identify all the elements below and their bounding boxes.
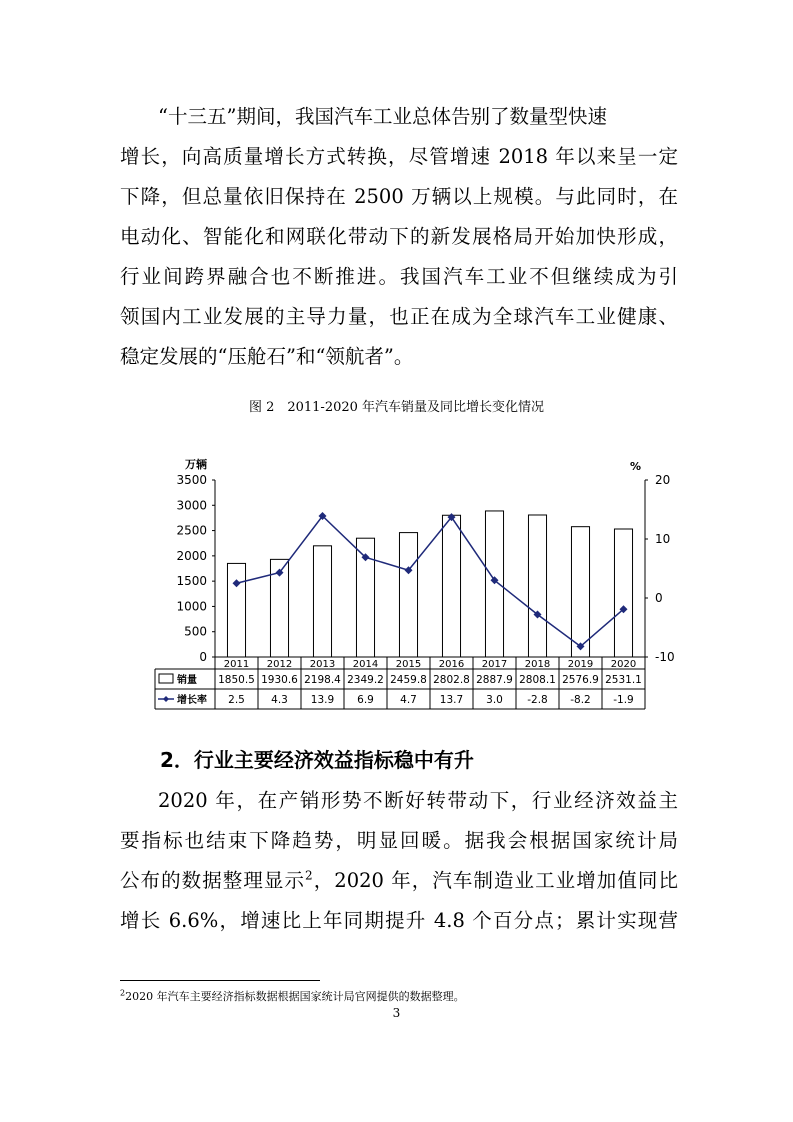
growth-data-label: 3.0 <box>486 694 503 706</box>
left-tick-label: 1500 <box>176 574 207 589</box>
right-axis-unit: % <box>629 460 641 473</box>
economic-paragraph <box>120 788 678 948</box>
right-tick-label: 10 <box>655 532 671 546</box>
left-tick-label: 500 <box>184 624 207 639</box>
x-tick-label: 2012 <box>266 659 293 670</box>
sales-data-label: 2198.4 <box>304 674 341 686</box>
figure-caption: 图 2 2011-2020 年汽车销量及同比增长变化情况 <box>248 400 545 415</box>
sales-bar <box>227 563 245 657</box>
chart-axes <box>176 457 674 664</box>
legend-line-marker <box>163 696 169 702</box>
x-tick-label: 2018 <box>524 659 551 670</box>
section-heading: 2．行业主要经济效益指标稳中有升 <box>160 748 474 772</box>
paragraph-line: 领国内工业发展的主导力量，也正在成为全球汽车工业健康、 <box>120 305 678 328</box>
sales-data-label: 2576.9 <box>562 674 599 686</box>
sales-bar <box>528 515 546 657</box>
legend-sales-label: 销量 <box>177 675 197 686</box>
x-tick-label: 2019 <box>567 659 594 670</box>
x-tick-label: 2016 <box>438 659 465 670</box>
paragraph-line: 行业间跨界融合也不断推进。我国汽车工业不但继续成为引 <box>120 265 678 288</box>
right-tick-label: 20 <box>655 473 671 487</box>
growth-data-label: 13.9 <box>310 694 335 706</box>
footnote-reference[interactable]: 2 <box>305 868 313 883</box>
page-number: 3 <box>392 1006 401 1020</box>
growth-data-label: 4.7 <box>400 694 417 706</box>
x-tick-label: 2017 <box>481 659 508 670</box>
growth-data-label: -2.8 <box>527 694 548 706</box>
paragraph-line <box>120 868 678 908</box>
paragraph-line: 要指标也结束下降趋势，明显回暖。据我会根据国家统计局 <box>120 829 678 852</box>
sales-bar <box>442 515 460 657</box>
growth-polyline <box>237 516 624 646</box>
sales-bars <box>227 511 632 657</box>
sales-data-label: 1850.5 <box>218 674 255 686</box>
sales-data-label: 1930.6 <box>261 674 298 686</box>
x-tick-label: 2015 <box>395 659 422 670</box>
left-tick-label: 2000 <box>176 548 207 563</box>
growth-data-label: 2.5 <box>228 694 245 706</box>
sales-data-label: 2887.9 <box>476 674 513 686</box>
left-tick-label: 3000 <box>176 498 207 513</box>
footnote-text: 2020 年汽车主要经济指标数据根据国家统计局官网提供的数据整理。 <box>125 990 465 1003</box>
sales-bar <box>614 529 632 657</box>
sales-data-label: 2531.1 <box>605 674 642 686</box>
paragraph-line: 电动化、智能化和网联化带动下的新发展格局开始加快形成， <box>120 225 678 248</box>
growth-data-label: -8.2 <box>570 694 591 706</box>
sales-data-label: 2459.8 <box>390 674 427 686</box>
paragraph-line: 下降，但总量依旧保持在 2500 万辆以上规模。与此同时，在 <box>120 185 678 208</box>
sales-bar <box>399 533 417 657</box>
growth-data-label: 6.9 <box>357 694 374 706</box>
paragraph-text: ，2020 年，汽车制造业工业增加值同比 <box>312 869 678 892</box>
sales-data-label: 2349.2 <box>347 674 384 686</box>
left-tick-label: 1000 <box>176 599 207 614</box>
right-tick-label: -10 <box>655 650 675 664</box>
sales-growth-chart <box>140 452 675 717</box>
left-tick-label: 3500 <box>176 473 207 487</box>
chart-data-table <box>155 657 645 709</box>
x-tick-label: 2011 <box>223 659 250 670</box>
intro-paragraph <box>120 104 678 384</box>
paragraph-text: 公布的数据整理显示 <box>120 869 306 892</box>
sales-data-label: 2808.1 <box>519 674 556 686</box>
right-tick-label: 0 <box>655 591 663 605</box>
paragraph-line: 2020 年，在产销形势不断好转带动下，行业经济效益主 <box>158 789 678 812</box>
footnote <box>120 988 465 1004</box>
left-axis-unit: 万辆 <box>185 458 207 471</box>
paragraph-line: “十三五”期间，我国汽车工业总体告别了数量型快速 <box>158 105 607 128</box>
paragraph-line: 增长，向高质量增长方式转换，尽管增速 2018 年以来呈一定 <box>120 145 678 168</box>
paragraph-line: 稳定发展的“压舱石”和“领航者”。 <box>120 345 414 368</box>
left-tick-label: 0 <box>199 650 207 664</box>
paragraph-line: 增长 6.6%，增速比上年同期提升 4.8 个百分点；累计实现营 <box>120 909 678 932</box>
growth-data-label: 4.3 <box>271 694 288 706</box>
footnote-marker: 2 <box>120 988 126 998</box>
sales-bar <box>571 527 589 657</box>
growth-line <box>233 512 628 650</box>
x-tick-label: 2014 <box>352 659 379 670</box>
x-tick-label: 2013 <box>309 659 336 670</box>
left-tick-label: 2500 <box>176 523 207 538</box>
sales-bar <box>313 546 331 657</box>
growth-data-label: 13.7 <box>439 694 464 706</box>
footnote-divider <box>120 980 320 981</box>
legend-growth-label: 增长率 <box>177 695 207 706</box>
x-tick-label: 2020 <box>610 659 637 670</box>
sales-data-label: 2802.8 <box>433 674 470 686</box>
legend-bar-swatch <box>159 674 173 683</box>
growth-data-label: -1.9 <box>613 694 634 706</box>
